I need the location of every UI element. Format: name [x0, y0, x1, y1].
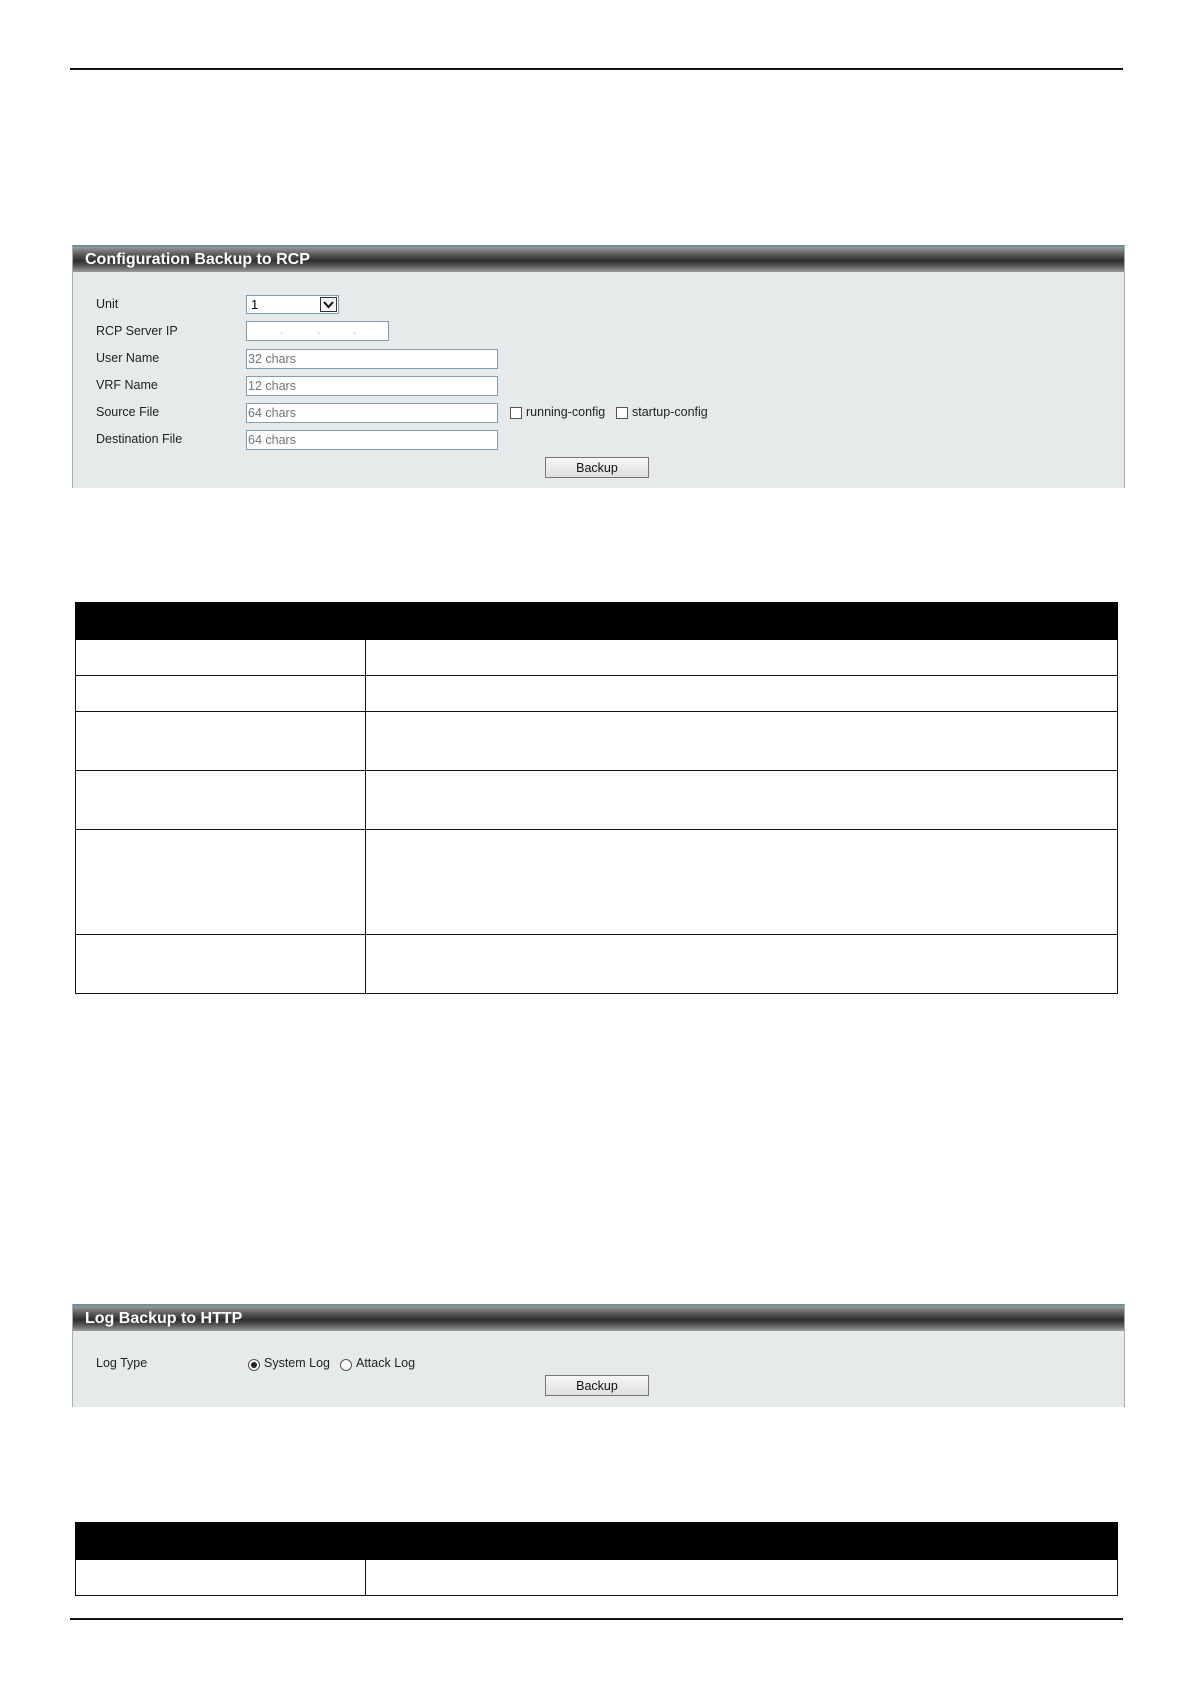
- table-cell: [76, 771, 366, 830]
- unit-select-value: 1: [251, 297, 259, 312]
- table-cell: [366, 676, 1118, 712]
- startup-config-checkbox[interactable]: [616, 407, 628, 419]
- table-cell: [76, 830, 366, 935]
- panel-title: Log Backup to HTTP: [73, 1304, 1124, 1331]
- config-backup-panel: [72, 245, 1125, 488]
- source-file-label: Source File: [96, 405, 160, 419]
- table-cell: [366, 935, 1118, 994]
- ip-separator: .: [317, 323, 321, 337]
- top-rule: [70, 68, 1123, 70]
- vrf-name-input[interactable]: [246, 376, 498, 396]
- bottom-rule: [70, 1618, 1123, 1620]
- table-header-row: [76, 1523, 1118, 1560]
- unit-label: Unit: [96, 297, 119, 311]
- attack-log-label: Attack Log: [356, 1356, 416, 1370]
- table-cell: [76, 1560, 366, 1596]
- rcp-server-ip-field[interactable]: [246, 321, 389, 341]
- table-row: [76, 935, 1118, 994]
- table-row: [76, 1560, 1118, 1596]
- table-header-cell: [366, 603, 1118, 640]
- user-name-input[interactable]: [246, 349, 498, 369]
- table-header-cell: [76, 1523, 366, 1560]
- chevron-down-icon[interactable]: [320, 297, 337, 312]
- table-cell: [366, 712, 1118, 771]
- table-cell: [366, 771, 1118, 830]
- table-row: [76, 640, 1118, 676]
- system-log-label: System Log: [264, 1356, 331, 1370]
- table-row: [76, 771, 1118, 830]
- destination-file-label: Destination File: [96, 432, 183, 446]
- running-config-checkbox[interactable]: [510, 407, 522, 419]
- table-cell: [366, 640, 1118, 676]
- vrf-name-label: VRF Name: [96, 378, 158, 392]
- table-header-cell: [366, 1523, 1118, 1560]
- table-row: [76, 712, 1118, 771]
- source-file-input[interactable]: [246, 403, 498, 423]
- rcp-server-ip-label: RCP Server IP: [96, 324, 178, 338]
- table-row: [76, 676, 1118, 712]
- unit-select[interactable]: [246, 295, 339, 314]
- system-log-radio[interactable]: [248, 1359, 260, 1371]
- log-parameter-table: [75, 1522, 1118, 1596]
- destination-file-input[interactable]: [246, 430, 498, 450]
- config-parameter-table: [75, 602, 1118, 994]
- table-cell: [76, 640, 366, 676]
- table-header-cell: [76, 603, 366, 640]
- table-header-row: [76, 603, 1118, 640]
- running-config-label: running-config: [526, 405, 606, 419]
- backup-button[interactable]: Backup: [545, 1375, 649, 1396]
- ip-separator: .: [353, 323, 357, 337]
- startup-config-label: startup-config: [632, 405, 708, 419]
- log-type-label: Log Type: [96, 1356, 148, 1370]
- backup-button[interactable]: Backup: [545, 457, 649, 478]
- ip-separator: .: [280, 323, 284, 337]
- user-name-label: User Name: [96, 351, 160, 365]
- log-backup-panel: [72, 1304, 1125, 1407]
- table-cell: [366, 830, 1118, 935]
- panel-title: Configuration Backup to RCP: [73, 245, 1124, 272]
- table-row: [76, 830, 1118, 935]
- attack-log-radio[interactable]: [340, 1359, 352, 1371]
- table-cell: [76, 676, 366, 712]
- table-cell: [76, 935, 366, 994]
- table-cell: [366, 1560, 1118, 1596]
- table-cell: [76, 712, 366, 771]
